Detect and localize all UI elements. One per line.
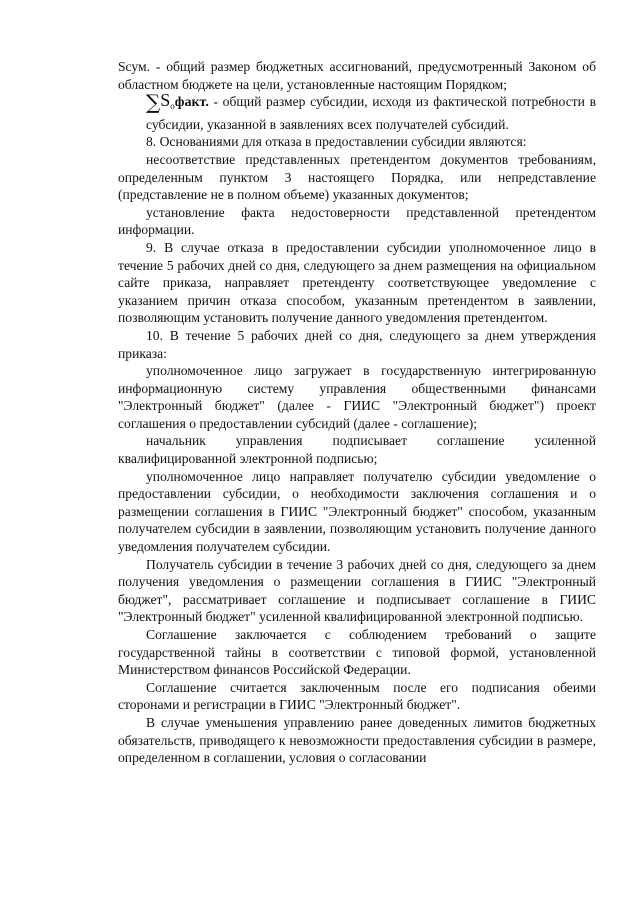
paragraph-10-step-2: начальник управления подписывает соглашение усиленной квалифицированной электронной подписью; bbox=[118, 433, 596, 467]
paragraph-limits-reduction: В случае уменьшения управлению ранее доведенных лимитов бюджетных обязательств, приводящего к невозможности предоставления субсидии в размере, определенном в соглашении, условия о согласовании bbox=[118, 714, 596, 766]
paragraph-9: 9. В случае отказа в предоставлении субсидии уполномоченное лицо в течение 5 рабочих дней со дня, следующего за днем размещения на официальном сайте приказа, направляет претенденту соответствующее уведомление с указанием причин отказа способом, указанным претендентом в заявлении, позволяющим установить получение данного уведомления претендентом. bbox=[118, 239, 596, 326]
formula-s: S bbox=[160, 90, 171, 111]
paragraph-sum-fact-definition bbox=[118, 90, 596, 133]
paragraph-10-heading: 10. В течение 5 рабочих дней со дня, следующего за днем утверждения приказа: bbox=[118, 327, 596, 361]
formula-subscript: o bbox=[170, 101, 175, 112]
paragraph-recipient-signing: Получатель субсидии в течение 3 рабочих дней со дня, следующего за днем получения уведомления о размещении соглашения в ГИИС "Электронный бюджет", рассматривает соглашение и подписывает соглашение в ГИИС "Электронный бюджет" усиленной квалифицированной электронной подписью. bbox=[118, 556, 596, 625]
paragraph-8-heading: 8. Основаниями для отказа в предоставлении субсидии являются: bbox=[146, 134, 527, 150]
formula-suffix: факт. bbox=[174, 95, 209, 111]
paragraph-8-reason-2: установление факта недостоверности представленной претендентом информации. bbox=[118, 204, 596, 238]
paragraph-scum-definition: Sсум. - общий размер бюджетных ассигнований, предусмотренный Законом об областном бюджете на цели, установленные настоящим Порядком; bbox=[118, 59, 596, 92]
paragraph-10-step-3: уполномоченное лицо направляет получателю субсидии уведомление о предоставлении субсидии, о необходимости заключения соглашения и о размещении соглашения в ГИИС "Электронный бюджет" способом, указанным получателем субсидии в заявлении, позволяющим установить получение данного уведомления получателем субсидии. bbox=[118, 468, 596, 555]
document-page bbox=[118, 58, 596, 767]
paragraph-agreement-concluded: Соглашение считается заключенным после его подписания обеими сторонами и регистрации в ГИИС "Электронный бюджет". bbox=[118, 679, 596, 713]
paragraph-sum-fact-text: - общий размер субсидии, исходя из фактической потребности в субсидии, указанной в заявлениях всех получателей субсидий. bbox=[146, 94, 596, 132]
paragraph-state-secret: Соглашение заключается с соблюдением требований о защите государственной тайны в соответствии с типовой формой, установленной Министерством финансов Российской Федерации. bbox=[118, 627, 596, 678]
paragraph-10-step-1: уполномоченное лицо загружает в государственную интегрированную информационную систему управления общественными финансами "Электронный бюджет" (далее - ГИИС "Электронный бюджет") проект соглашения о предоставлении субсидий (далее - соглашение); bbox=[118, 363, 596, 431]
sum-formula bbox=[146, 90, 209, 115]
paragraph-8-reason-1: несоответствие представленных претендентом документов требованиям, определенным пунктом 3 настоящего Порядка, или непредставление (представление не в полном объеме) указанных документов; bbox=[118, 151, 596, 203]
sum-symbol: ∑ bbox=[146, 90, 161, 115]
